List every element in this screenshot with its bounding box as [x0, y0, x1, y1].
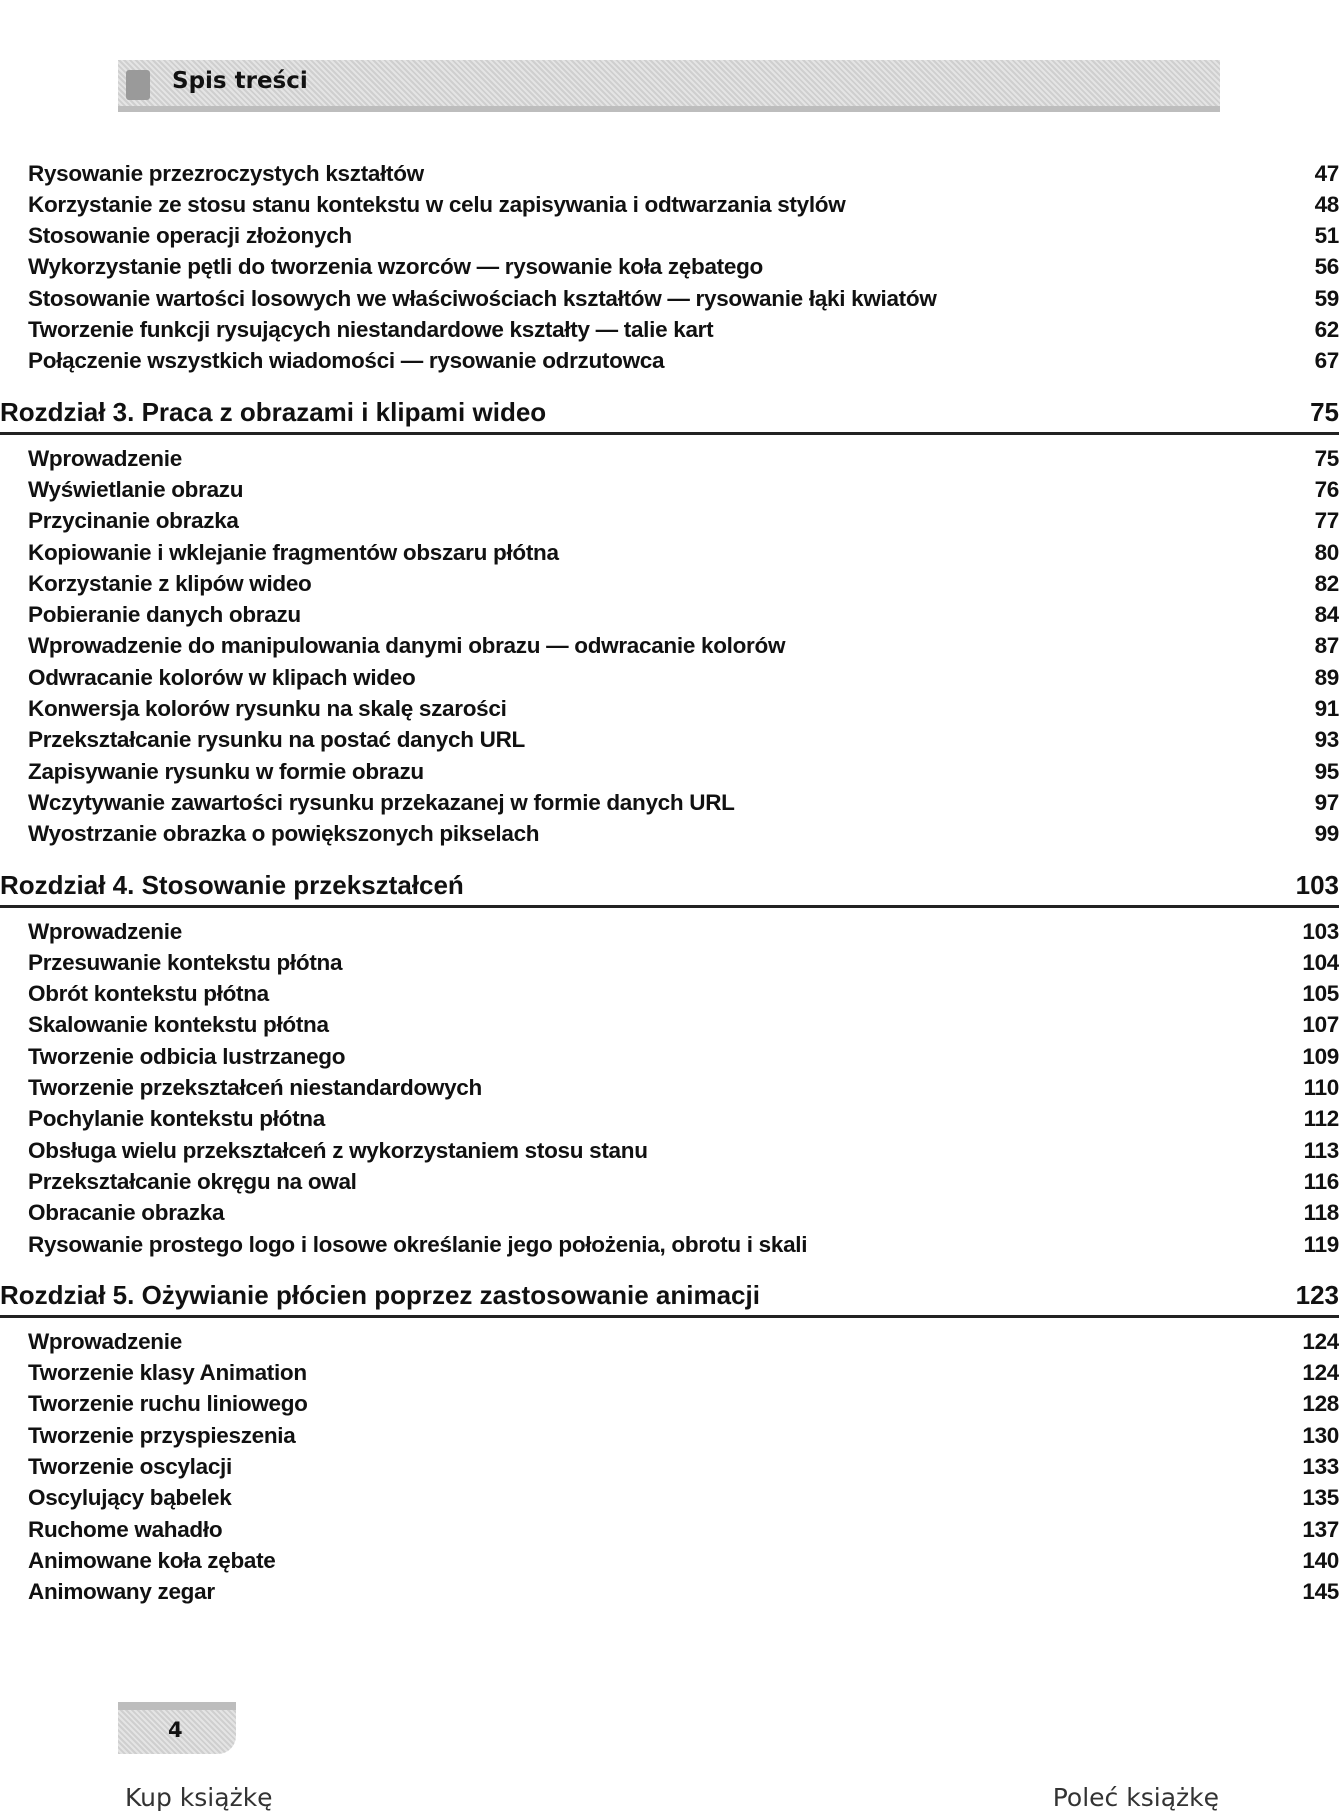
- toc-entry[interactable]: [28, 283, 1339, 314]
- toc-entry-page: 104: [1302, 949, 1339, 975]
- toc-entry[interactable]: [28, 756, 1339, 787]
- toc-entry-page: 109: [1302, 1043, 1339, 1069]
- toc-entry-page: 93: [1314, 727, 1339, 753]
- toc-entry-title: Pobieranie danych obrazu: [28, 602, 301, 628]
- toc-entry-title: Obrót kontekstu płótna: [28, 981, 269, 1007]
- toc-entry-title: Obracanie obrazka: [28, 1200, 225, 1226]
- toc-entry[interactable]: [28, 568, 1339, 599]
- toc-entry-title: Wczytywanie zawartości rysunku przekazanej w formie danych URL: [28, 789, 735, 815]
- toc-entry[interactable]: [28, 1420, 1339, 1451]
- toc-entry-title: Tworzenie ruchu liniowego: [28, 1391, 308, 1417]
- toc-entry[interactable]: [28, 443, 1339, 474]
- toc-entry-page: 84: [1314, 602, 1339, 628]
- header-band: [118, 60, 1220, 112]
- toc-entry[interactable]: [28, 1010, 1339, 1041]
- toc-entry-title: Tworzenie klasy Animation: [28, 1360, 307, 1386]
- toc-entry-title: Rysowanie przezroczystych kształtów: [28, 160, 424, 186]
- toc-entry[interactable]: [28, 1514, 1339, 1545]
- toc-entry-page: 145: [1302, 1579, 1339, 1605]
- page-number: 4: [168, 1718, 183, 1742]
- toc-entry-page: 48: [1314, 191, 1339, 217]
- toc-entry-page: 56: [1314, 254, 1339, 280]
- toc-entry-title: Przekształcanie rysunku na postać danych URL: [28, 727, 525, 753]
- toc-entry-page: 137: [1302, 1516, 1339, 1542]
- toc-entry[interactable]: [28, 474, 1339, 505]
- toc-entry[interactable]: [28, 1073, 1339, 1104]
- toc-entry[interactable]: [28, 158, 1339, 189]
- toc-entry[interactable]: [28, 346, 1339, 377]
- toc-entry[interactable]: [28, 694, 1339, 725]
- chapter-title: Rozdział 3. Praca z obrazami i klipami wideo: [0, 397, 547, 428]
- toc-entry[interactable]: [28, 600, 1339, 631]
- toc-entry-page: 118: [1303, 1200, 1339, 1226]
- toc-entry-page: 124: [1302, 1360, 1339, 1386]
- toc-entry-title: Wprowadzenie: [28, 1328, 182, 1354]
- toc-entry-title: Animowany zegar: [28, 1579, 215, 1605]
- toc-entry-title: Kopiowanie i wklejanie fragmentów obszaru płótna: [28, 539, 559, 565]
- toc-entry-page: 116: [1303, 1168, 1339, 1194]
- toc-entry-page: 135: [1302, 1485, 1339, 1511]
- toc-entry-page: 110: [1303, 1075, 1339, 1100]
- chapter-heading[interactable]: [0, 395, 1339, 435]
- toc-entry-page: 113: [1303, 1137, 1339, 1163]
- toc-entry-page: 103: [1302, 918, 1339, 944]
- toc-entry[interactable]: [28, 1577, 1339, 1608]
- toc-entry-page: 62: [1314, 317, 1339, 342]
- toc-entry-page: 99: [1314, 821, 1339, 847]
- toc-entry-title: Wprowadzenie: [28, 918, 182, 944]
- chapter-title: Rozdział 5. Ożywianie płócien poprzez zastosowanie animacji: [0, 1280, 760, 1311]
- toc-entry[interactable]: [28, 1166, 1339, 1197]
- toc-entry[interactable]: [28, 787, 1339, 818]
- toc-entry-title: Wprowadzenie do manipulowania danymi obrazu — odwracanie kolorów: [28, 633, 786, 659]
- toc-entry[interactable]: [28, 252, 1339, 283]
- toc-entry[interactable]: [28, 1326, 1339, 1357]
- header-tab-marker: [126, 70, 150, 100]
- toc-entry-page: 128: [1302, 1391, 1339, 1417]
- toc-entry-page: 82: [1314, 570, 1339, 596]
- toc-entry-title: Animowane koła zębate: [28, 1547, 276, 1573]
- toc-entry-title: Połączenie wszystkich wiadomości — rysowanie odrzutowca: [28, 348, 665, 374]
- toc-entry-page: 47: [1314, 160, 1339, 186]
- toc-entry-page: 140: [1302, 1547, 1339, 1573]
- toc-entry[interactable]: [28, 947, 1339, 978]
- toc-entry-title: Tworzenie odbicia lustrzanego: [28, 1043, 346, 1069]
- toc-entry[interactable]: [28, 537, 1339, 568]
- toc-entry-title: Wyostrzanie obrazka o powiększonych pikselach: [28, 821, 540, 847]
- toc-entry[interactable]: [28, 725, 1339, 756]
- toc-entry-title: Oscylujący bąbelek: [28, 1485, 232, 1511]
- toc-entry[interactable]: [28, 1198, 1339, 1229]
- toc-entry-title: Przesuwanie kontekstu płótna: [28, 949, 343, 975]
- toc-entry[interactable]: [28, 1104, 1339, 1135]
- toc-entry-title: Rysowanie prostego logo i losowe określanie jego położenia, obrotu i skali: [28, 1231, 808, 1257]
- toc-entry-title: Przycinanie obrazka: [28, 508, 239, 534]
- toc-entry-title: Wprowadzenie: [28, 445, 182, 471]
- page-number-tab: [118, 1702, 236, 1754]
- toc-entry[interactable]: [28, 819, 1339, 850]
- toc-entry-title: Pochylanie kontekstu płótna: [28, 1106, 325, 1132]
- toc-entry-page: 105: [1302, 981, 1339, 1007]
- toc-entry-title: Stosowanie wartości losowych we właściwościach kształtów — rysowanie łąki kwiatów: [28, 285, 937, 311]
- chapter-title: Rozdział 4. Stosowanie przekształceń: [0, 870, 464, 900]
- toc-entry-page: 67: [1314, 348, 1339, 374]
- toc-entry[interactable]: [28, 1389, 1339, 1420]
- toc-entry-title: Odwracanie kolorów w klipach wideo: [28, 664, 416, 690]
- toc-entry-page: 97: [1314, 789, 1339, 815]
- toc-entry-page: 91: [1314, 696, 1339, 721]
- toc-entry-title: Zapisywanie rysunku w formie obrazu: [28, 758, 424, 784]
- toc-entry[interactable]: [28, 662, 1339, 693]
- chapter-heading[interactable]: [0, 868, 1339, 908]
- toc-entry-page: 112: [1303, 1106, 1339, 1132]
- toc-entry-page: 77: [1314, 508, 1339, 534]
- toc-entry-page: 80: [1314, 539, 1339, 565]
- toc-entry-title: Skalowanie kontekstu płótna: [28, 1012, 329, 1038]
- toc-entry-title: Konwersja kolorów rysunku na skalę szarości: [28, 696, 507, 721]
- toc-entry-title: Tworzenie przyspieszenia: [28, 1422, 296, 1448]
- chapter-heading[interactable]: [0, 1278, 1339, 1318]
- toc-entry[interactable]: [28, 1135, 1339, 1166]
- toc-entry-page: 75: [1314, 445, 1339, 471]
- toc-entry-page: 95: [1314, 758, 1339, 784]
- toc-entry-page: 124: [1302, 1328, 1339, 1354]
- toc-entry-title: Ruchome wahadło: [28, 1516, 223, 1542]
- page-header-title: Spis treści: [172, 68, 308, 94]
- toc-entry[interactable]: [28, 1358, 1339, 1389]
- toc-entry-page: 133: [1302, 1454, 1339, 1479]
- toc-entry-page: 119: [1303, 1231, 1339, 1257]
- buy-book-link[interactable]: Kup książkę: [125, 1783, 273, 1812]
- chapter-page: 123: [1295, 1280, 1339, 1311]
- toc-entry[interactable]: [28, 979, 1339, 1010]
- toc-entry-title: Wykorzystanie pętli do tworzenia wzorców — rysowanie koła zębatego: [28, 254, 763, 280]
- toc-entry[interactable]: [28, 1041, 1339, 1072]
- toc-entry-title: Tworzenie oscylacji: [28, 1454, 232, 1479]
- toc-entry-page: 87: [1314, 633, 1339, 659]
- toc-entry[interactable]: [28, 1452, 1339, 1483]
- chapter-page: 75: [1310, 397, 1339, 428]
- toc-entry-title: Obsługa wielu przekształceń z wykorzystaniem stosu stanu: [28, 1137, 648, 1163]
- toc-entry[interactable]: [28, 916, 1339, 947]
- toc-entry-title: Przekształcanie okręgu na owal: [28, 1168, 357, 1194]
- toc-entry-page: 51: [1314, 223, 1339, 249]
- toc-entry-page: 107: [1302, 1012, 1339, 1038]
- toc-entry-title: Tworzenie przekształceń niestandardowych: [28, 1075, 482, 1100]
- toc-entry-title: Korzystanie z klipów wideo: [28, 570, 312, 596]
- toc-entry[interactable]: [28, 1483, 1339, 1514]
- toc-entry-title: Korzystanie ze stosu stanu kontekstu w celu zapisywania i odtwarzania stylów: [28, 191, 846, 217]
- toc-entry-title: Stosowanie operacji złożonych: [28, 223, 352, 249]
- toc-entry-page: 59: [1314, 285, 1339, 311]
- chapter-page: 103: [1295, 870, 1339, 900]
- toc-entry-page: 130: [1302, 1422, 1339, 1448]
- toc-entry[interactable]: [28, 1229, 1339, 1260]
- toc-entry[interactable]: [28, 631, 1339, 662]
- toc-entry[interactable]: [28, 221, 1339, 252]
- toc-entry[interactable]: [28, 189, 1339, 220]
- toc-entry-title: Tworzenie funkcji rysujących niestandardowe kształty — talie kart: [28, 317, 714, 342]
- toc-entry-title: Wyświetlanie obrazu: [28, 476, 244, 502]
- toc-entry-page: 76: [1314, 476, 1339, 502]
- toc-entry-page: 89: [1314, 664, 1339, 690]
- toc-entry[interactable]: [28, 506, 1339, 537]
- toc-entry[interactable]: [28, 315, 1339, 346]
- recommend-book-link[interactable]: Poleć książkę: [1052, 1783, 1219, 1812]
- toc-entry[interactable]: [28, 1545, 1339, 1576]
